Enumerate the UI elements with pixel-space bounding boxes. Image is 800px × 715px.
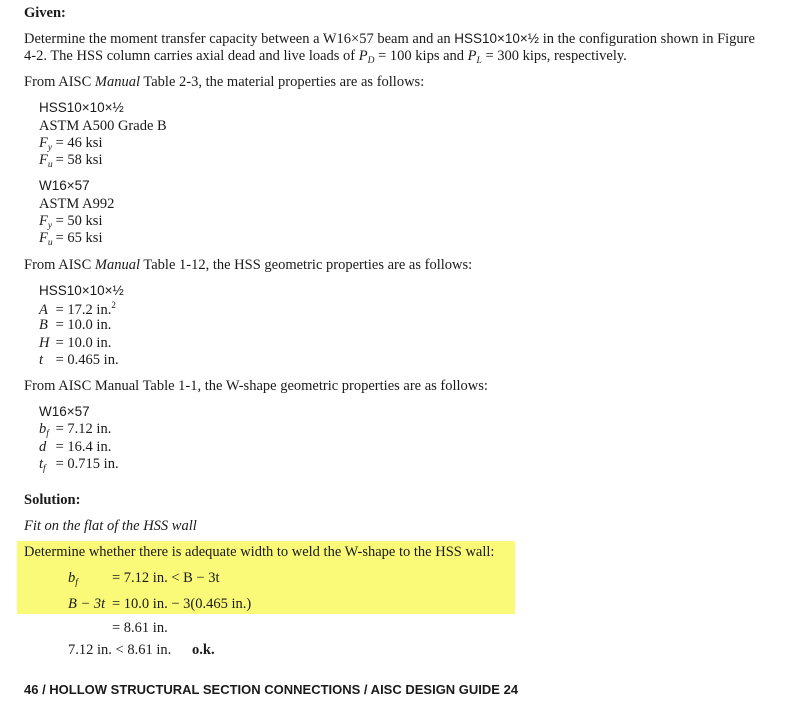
eq2-lhs: B − 3t <box>68 596 106 612</box>
hss-geom-B: B = 10.0 in. <box>39 317 112 333</box>
eq1-rhs: = 7.12 in. < B − 3t <box>112 570 220 586</box>
hss-geom-intro: From AISC Manual Table 1-12, the HSS geometric properties are as follows: <box>24 257 473 273</box>
w-geom-d: d = 16.4 in. <box>39 439 112 455</box>
w-fy: $F_y = 50$ ksi <box>39 213 103 231</box>
solution-subheading: Fit on the flat of the HSS wall <box>24 518 197 534</box>
result-expr: 7.12 in. < 8.61 in. <box>68 642 172 658</box>
hss-fu: $F_u = 58$ ksi <box>39 152 103 170</box>
eq2-rhs: = 10.0 in. − 3(0.465 in.) <box>112 596 252 612</box>
hss-material-name: HSS10×10×½ <box>39 100 124 115</box>
intro-line-1: Determine the moment transfer capacity between a W16×57 beam and an HSS10×10×½ in the configuration shown in Figure <box>24 31 755 47</box>
check-text: Determine whether there is adequate width to weld the W-shape to the HSS wall: <box>24 544 495 560</box>
hss-geom-t: t = 0.465 in. <box>39 352 119 368</box>
w-geom-tf: $t_f = 0.715$ in. <box>39 456 119 474</box>
hss-geom-name: HSS10×10×½ <box>39 283 124 298</box>
w-geom-intro: From AISC Manual Table 1-1, the W-shape geometric properties are as follows: <box>24 378 488 394</box>
w-geom-name: W16×57 <box>39 404 90 419</box>
result-ok: o.k. <box>192 642 215 658</box>
w-material-spec: ASTM A992 <box>39 196 115 212</box>
eq3-rhs: = 8.61 in. <box>112 620 168 636</box>
hss-fy: $F_y = 46$ ksi <box>39 135 103 153</box>
hss-material-spec: ASTM A500 Grade B <box>39 118 167 134</box>
intro-line-2: 4-2. The HSS column carries axial dead and live loads of $P_D = 100$ kips and $P_L = 300$ kips, respectively. <box>24 48 627 66</box>
page-footer: 46 / HOLLOW STRUCTURAL SECTION CONNECTIONS / AISC DESIGN GUIDE 24 <box>24 682 519 697</box>
solution-heading: Solution: <box>24 492 81 508</box>
eq1-lhs: $b_f$ <box>68 570 78 588</box>
given-heading: Given: <box>24 5 66 21</box>
hss-geom-A: A = 17.2 in.$^2$ <box>39 300 116 318</box>
w-geom-bf: $b_f = 7.12$ in. <box>39 421 112 439</box>
material-intro: From AISC Manual Table 2-3, the material properties are as follows: <box>24 74 425 90</box>
w-fu: $F_u = 65$ ksi <box>39 230 103 248</box>
hss-geom-H: H = 10.0 in. <box>39 335 112 351</box>
w-material-name: W16×57 <box>39 178 90 193</box>
